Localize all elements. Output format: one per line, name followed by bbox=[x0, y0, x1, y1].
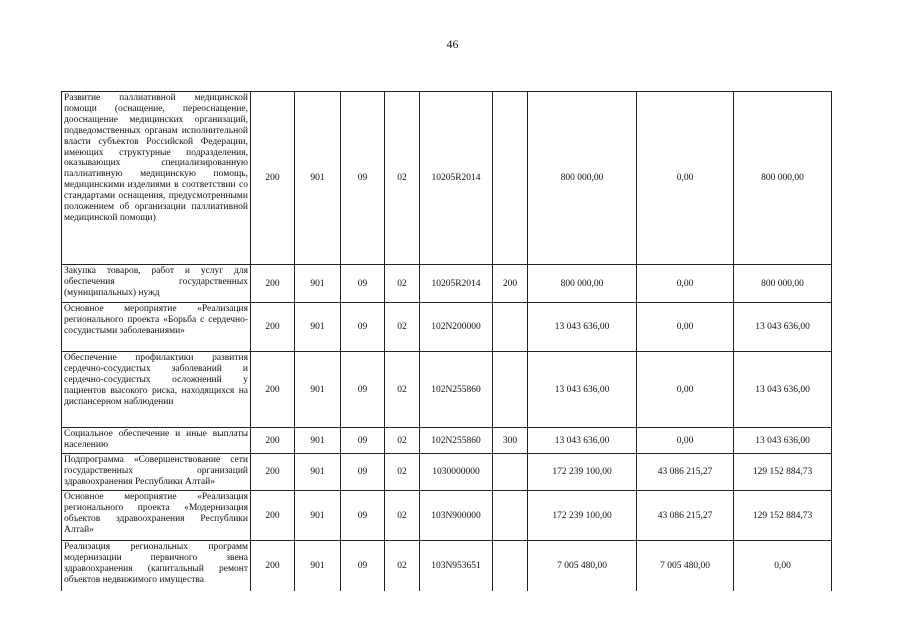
col-amount-planned: 13 043 636,00 bbox=[528, 352, 637, 428]
row-description: Реализация региональных программ модернизации первичного звена здравоохранения (капитальный ремонт объектов недвижимого имущества bbox=[62, 541, 251, 591]
col-section: 09 bbox=[341, 541, 385, 591]
col-amount-planned: 172 239 100,00 bbox=[528, 454, 637, 491]
col-amount-planned: 13 043 636,00 bbox=[528, 428, 637, 454]
col-amount-remaining: 800 000,00 bbox=[734, 92, 832, 265]
col-target-article: 102N255860 bbox=[420, 428, 493, 454]
col-target-article: 10205R2014 bbox=[420, 265, 493, 303]
col-code-1: 200 bbox=[251, 303, 295, 352]
col-amount-remaining: 129 152 884,73 bbox=[734, 491, 832, 541]
col-section: 09 bbox=[341, 352, 385, 428]
col-expense-type bbox=[493, 92, 528, 265]
col-code-1: 200 bbox=[251, 92, 295, 265]
col-code-2: 901 bbox=[295, 352, 341, 428]
col-target-article: 102N255860 bbox=[420, 352, 493, 428]
col-target-article: 103N900000 bbox=[420, 491, 493, 541]
col-subsection: 02 bbox=[385, 541, 420, 591]
row-description: Обеспечение профилактики развития сердечно-сосудистых заболеваний и сердечно-сосудистых осложнений у пациентов высокого риска, находящихся на диспансерном наблюдении bbox=[62, 352, 251, 428]
col-amount-planned: 172 239 100,00 bbox=[528, 491, 637, 541]
col-amount-planned: 13 043 636,00 bbox=[528, 303, 637, 352]
col-section: 09 bbox=[341, 92, 385, 265]
col-code-1: 200 bbox=[251, 454, 295, 491]
col-section: 09 bbox=[341, 454, 385, 491]
row-description: Развитие паллиативной медицинской помощи (оснащение, переоснащение, дооснащение медицинских организаций, подведомственных органам исполнительной власти субъектов Российской Федерации, имеющих структурные подразделения, оказывающих специализированную паллиативную медицинскую помощь, медицинскими изделиями в соответствии со стандартами оснащения, предусмотренными положением об организации паллиативной медицинской помощи) bbox=[62, 92, 251, 265]
row-description: Социальное обеспечение и иные выплаты населению bbox=[62, 428, 251, 454]
col-amount-executed: 0,00 bbox=[637, 303, 734, 352]
col-code-2: 901 bbox=[295, 265, 341, 303]
table-row bbox=[62, 92, 832, 265]
col-code-1: 200 bbox=[251, 428, 295, 454]
row-description: Основное мероприятие «Реализация регионального проекта «Модернизация объектов здравоохранения Республики Алтай» bbox=[62, 491, 251, 541]
col-subsection: 02 bbox=[385, 303, 420, 352]
col-amount-executed: 0,00 bbox=[637, 428, 734, 454]
col-subsection: 02 bbox=[385, 265, 420, 303]
col-expense-type bbox=[493, 352, 528, 428]
col-amount-planned: 800 000,00 bbox=[528, 265, 637, 303]
table-row bbox=[62, 454, 832, 491]
table-row bbox=[62, 491, 832, 541]
col-target-article: 10205R2014 bbox=[420, 92, 493, 265]
col-expense-type: 200 bbox=[493, 265, 528, 303]
col-code-2: 901 bbox=[295, 428, 341, 454]
col-amount-remaining: 13 043 636,00 bbox=[734, 303, 832, 352]
row-description: Закупка товаров, работ и услуг для обеспечения государственных (муниципальных) нужд bbox=[62, 265, 251, 303]
col-amount-remaining: 13 043 636,00 bbox=[734, 428, 832, 454]
col-code-2: 901 bbox=[295, 541, 341, 591]
col-expense-type bbox=[493, 491, 528, 541]
col-amount-executed: 7 005 480,00 bbox=[637, 541, 734, 591]
col-amount-executed: 0,00 bbox=[637, 265, 734, 303]
col-target-article: 102N200000 bbox=[420, 303, 493, 352]
table-row bbox=[62, 352, 832, 428]
col-code-2: 901 bbox=[295, 491, 341, 541]
col-section: 09 bbox=[341, 428, 385, 454]
budget-table bbox=[61, 91, 832, 591]
col-code-1: 200 bbox=[251, 265, 295, 303]
col-code-2: 901 bbox=[295, 454, 341, 491]
col-amount-executed: 0,00 bbox=[637, 352, 734, 428]
col-amount-executed: 43 086 215,27 bbox=[637, 454, 734, 491]
col-subsection: 02 bbox=[385, 92, 420, 265]
col-subsection: 02 bbox=[385, 454, 420, 491]
col-code-1: 200 bbox=[251, 541, 295, 591]
col-section: 09 bbox=[341, 265, 385, 303]
col-target-article: 1030000000 bbox=[420, 454, 493, 491]
col-amount-executed: 0,00 bbox=[637, 92, 734, 265]
col-amount-planned: 800 000,00 bbox=[528, 92, 637, 265]
table-row bbox=[62, 265, 832, 303]
col-amount-executed: 43 086 215,27 bbox=[637, 491, 734, 541]
row-description: Подпрограмма «Совершенствование сети государственных организаций здравоохранения Республики Алтай» bbox=[62, 454, 251, 491]
col-subsection: 02 bbox=[385, 352, 420, 428]
col-amount-remaining: 800 000,00 bbox=[734, 265, 832, 303]
col-amount-remaining: 0,00 bbox=[734, 541, 832, 591]
table-row bbox=[62, 541, 832, 591]
col-amount-remaining: 13 043 636,00 bbox=[734, 352, 832, 428]
col-code-1: 200 bbox=[251, 491, 295, 541]
page-number: 46 bbox=[446, 37, 459, 51]
col-target-article: 103N953651 bbox=[420, 541, 493, 591]
col-amount-planned: 7 005 480,00 bbox=[528, 541, 637, 591]
table-row bbox=[62, 303, 832, 352]
col-subsection: 02 bbox=[385, 428, 420, 454]
col-amount-remaining: 129 152 884,73 bbox=[734, 454, 832, 491]
row-description: Основное мероприятие «Реализация регионального проекта «Борьба с сердечно-сосудистыми заболеваниями» bbox=[62, 303, 251, 352]
col-code-2: 901 bbox=[295, 303, 341, 352]
col-expense-type bbox=[493, 303, 528, 352]
col-section: 09 bbox=[341, 303, 385, 352]
col-expense-type bbox=[493, 454, 528, 491]
col-expense-type: 300 bbox=[493, 428, 528, 454]
col-code-2: 901 bbox=[295, 92, 341, 265]
col-section: 09 bbox=[341, 491, 385, 541]
table-row bbox=[62, 428, 832, 454]
col-subsection: 02 bbox=[385, 491, 420, 541]
col-expense-type bbox=[493, 541, 528, 591]
col-code-1: 200 bbox=[251, 352, 295, 428]
